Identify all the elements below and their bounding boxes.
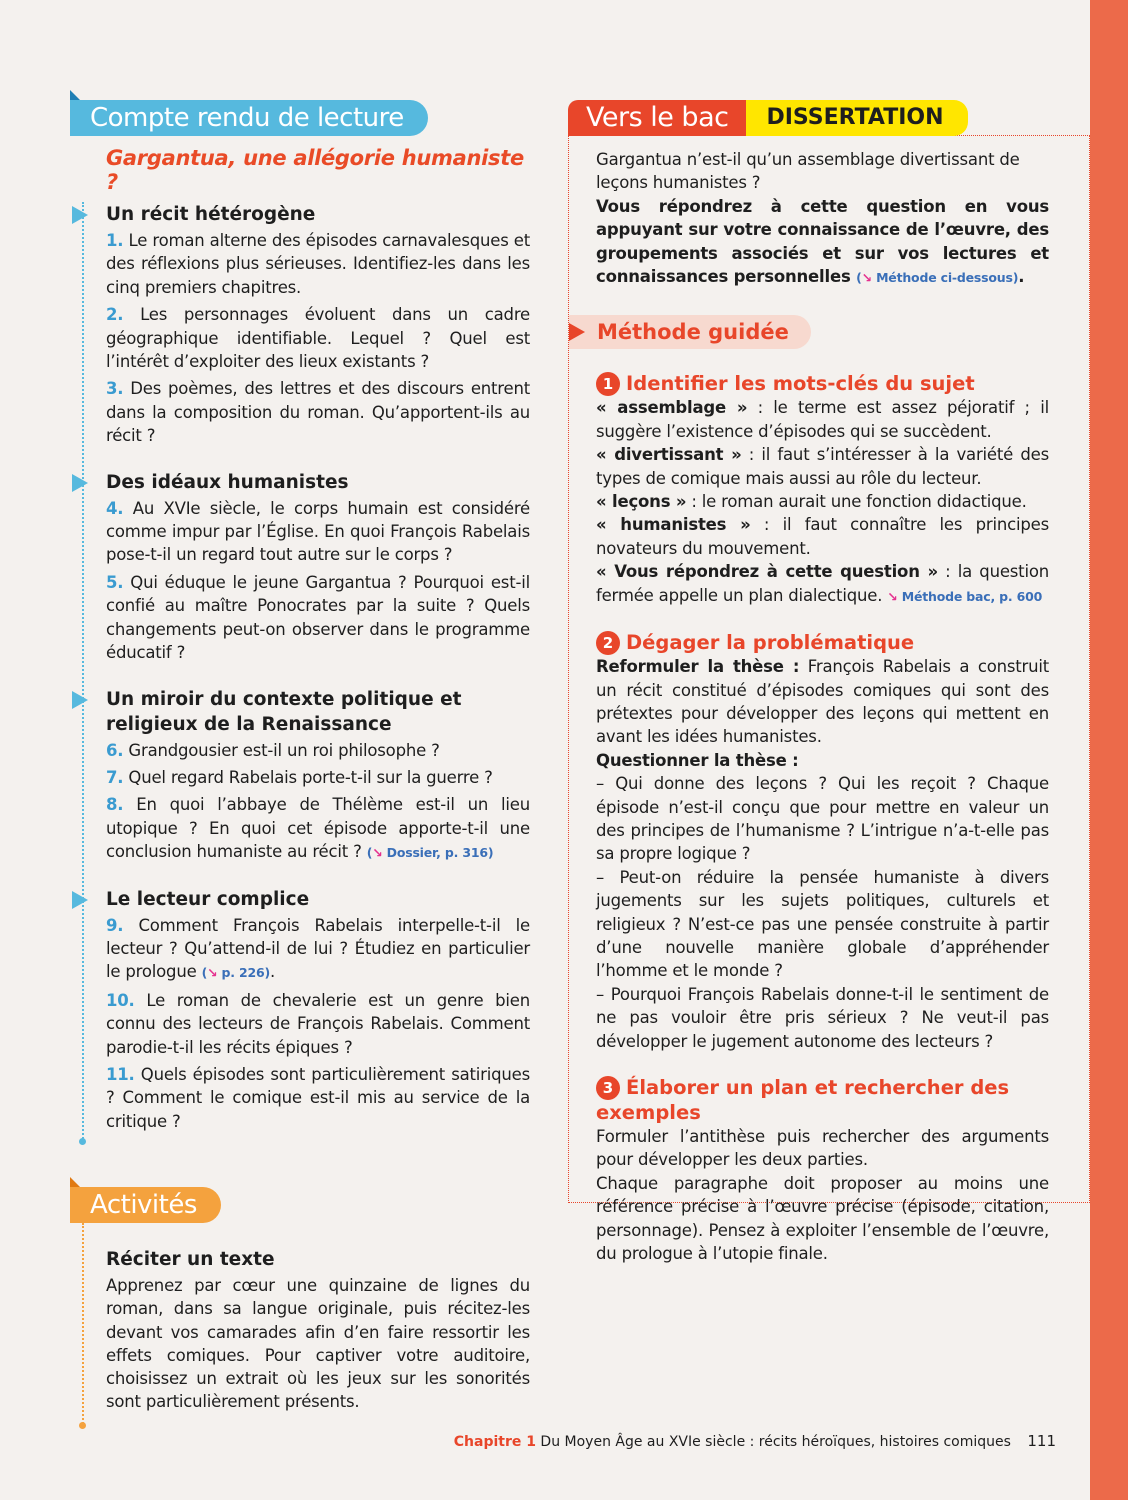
page-number: 111 — [1027, 1432, 1056, 1450]
triangle-bullet-icon — [72, 691, 88, 709]
reformulate-thesis: Reformuler la thèse : François Rabelais a construit un récit constitué d’épisodes comiques qui sont des prétextes pour développer des leçons qui mettent en avant les idées humanistes. — [596, 657, 1050, 747]
cross-reference[interactable]: ↘ Méthode bac, p. 600 — [887, 588, 1043, 604]
activity-text: Apprenez par cœur une quinzaine de lignes du roman, dans sa langue originale, puis récitez-les devant vos camarades afin d’en faire ressortir les effets comiques. Pour captiver votre auditoire, choisissez un extrait où les jeux sur les sonorités sont particulièrement présents. — [106, 1276, 530, 1412]
step-number-badge: 2 — [596, 631, 620, 655]
dotted-line-end — [79, 1422, 86, 1429]
bac-header-type: DISSERTATION — [746, 100, 967, 136]
question-10: 10. Le roman de chevalerie est un genre bien connu des lecteurs de François Rabelais. Comment parodie-t-il les récits épiques ? — [106, 990, 530, 1057]
activity-title: Réciter un texte — [106, 1249, 275, 1271]
dissertation-question: Gargantua n’est-il qu’un assemblage divertissant de leçons humanistes ? — [596, 150, 1020, 193]
arrow-icon: ↘ — [372, 845, 383, 861]
keyword-item: « divertissant » : il faut s’intéresser à la variété des types de comique mais aussi au rôle du lecteur. — [596, 445, 1049, 488]
bac-header-title: Vers le bac — [568, 100, 746, 136]
question-4: 4. Au XVIe siècle, le corps humain est considéré comme impur par l’Église. En quoi François Rabelais pose-t-il un regard tout autre sur le corps ? — [106, 498, 530, 565]
dissertation-instruction: Vous répondrez à cette question en vous appuyant sur votre connaissance de l’œuvre, des groupements associés et sur vos lectures et connaissances personnelles (↘ Méthode ci-dessous). — [596, 196, 1049, 287]
question-9: 9. Comment François Rabelais interpelle-t-il le lecteur ? Qu’attend-il de lui ? Étudiez en particulier le prologue (↘ p. 226). — [106, 915, 530, 982]
triangle-bullet-icon — [569, 323, 585, 341]
question-2: 2. Les personnages évoluent dans un cadre géographique identifiable. Lequel ? Quel est l’intérêt d’exploiter des lieux existants ? — [106, 305, 531, 372]
cross-reference[interactable]: (↘ Dossier, p. 316) — [366, 845, 494, 861]
question-1: 1. Le roman alterne des épisodes carnavalesques et des réflexions plus sérieuses. Identifiez-les dans les cinq premiers chapitres. — [106, 231, 531, 297]
question-7: 7. Quel regard Rabelais porte-t-il sur la guerre ? — [106, 767, 493, 787]
keyword-item: « assemblage » : le terme est assez péjoratif ; il suggère l’existence d’épisodes qui se succèdent. — [596, 398, 1049, 441]
method-header: Méthode guidée — [569, 315, 811, 349]
method-header-wrap — [569, 315, 1049, 349]
reading-report-header-wrap — [70, 100, 530, 136]
footer-chapter-title: Du Moyen Âge au XVIe siècle : récits héroïques, histoires comiques — [540, 1434, 1011, 1450]
activities-body — [82, 1223, 530, 1427]
question-8: 8. En quoi l’abbaye de Thélème est-il un lieu utopique ? En quoi cet épisode apporte-t-il une conclusion humaniste au récit ? (↘ Dossier, p. 316) — [106, 795, 531, 862]
triangle-bullet-icon — [72, 206, 88, 224]
step-number-badge: 3 — [596, 1076, 620, 1100]
thesis-question: – Pourquoi François Rabelais donne-t-il le sentiment de ne pas vouloir être pris sérieux ? Ne veut-il pas développer le jugement autonome des lecteurs ? — [596, 984, 1049, 1051]
step-heading: 3 Élaborer un plan et rechercher des exemples — [596, 1076, 1010, 1124]
keyword-item: « leçons » : le roman aurait une fonction didactique. — [596, 492, 1027, 512]
question-thesis-label: Questionner la thèse : — [596, 750, 799, 770]
question-11: 11. Quels épisodes sont particulièrement satiriques ? Comment le comique est-il mis au service de la critique ? — [106, 1064, 531, 1131]
triangle-bullet-icon — [72, 891, 88, 909]
bac-header — [568, 100, 1090, 136]
keyword-item: « humanistes » : il faut connaître les principes novateurs du mouvement. — [596, 515, 1050, 558]
arrow-icon: ↘ — [887, 588, 898, 604]
bac-box — [568, 135, 1090, 1264]
reading-report-header: Compte rendu de lecture — [70, 100, 428, 136]
thesis-question: – Peut-on réduire la pensée humaniste à divers jugements sur les sujets politiques, culturels et religieux ? N’est-ce pas une pensée construite à partir d’une nouvelle manière globale d’appréhender l’homme et le monde ? — [596, 867, 1049, 981]
activities-header: Activités — [70, 1187, 221, 1223]
step-heading: 1 Identifier les mots-clés du sujet — [596, 371, 1049, 396]
question-3: 3. Des poèmes, des lettres et des discours entrent dans la composition du roman. Qu’apportent-ils au récit ? — [106, 379, 530, 446]
activities-header-wrap — [70, 1187, 530, 1223]
section-heading: Un récit hétérogène — [106, 202, 530, 227]
footer-chapter: Chapitre 1 — [453, 1434, 536, 1450]
section-heading: Le lecteur complice — [106, 887, 530, 912]
keyword-item: « Vous répondrez à cette question » : la question fermée appelle un plan dialectique. ↘ Méthode bac, p. 600 — [596, 562, 1049, 605]
section-heading: Un miroir du contexte politique et religieux de la Renaissance — [106, 687, 530, 737]
reading-report-body — [82, 202, 530, 1143]
step-number-badge: 1 — [596, 372, 620, 396]
question-5: 5. Qui éduque le jeune Gargantua ? Pourquoi est-il confié au maître Ponocrates par la suite ? Quels changements peut-on observer dans le programme éducatif ? — [106, 572, 530, 663]
question-6: 6. Grandgousier est-il un roi philosophe ? — [106, 740, 440, 760]
triangle-bullet-icon — [72, 474, 88, 492]
arrow-icon: ↘ — [207, 965, 218, 981]
page-footer — [454, 1432, 1056, 1450]
step-heading: 2 Dégager la problématique — [596, 630, 1049, 655]
bac-column — [568, 100, 1090, 1264]
cross-reference[interactable]: (↘ Méthode ci-dessous) — [856, 270, 1019, 286]
section-heading: Des idéaux humanistes — [106, 470, 530, 495]
cross-reference[interactable]: (↘ p. 226) — [201, 965, 271, 981]
reading-report-subtitle: Gargantua, une allégorie humaniste ? — [106, 146, 524, 194]
reading-report-column — [70, 100, 530, 1427]
thesis-question: – Qui donne des leçons ? Qui les reçoit ? Chaque épisode n’est-il conçu que pour mettre en valeur un des principes de l’humanisme ? L’intrigue n’a-t-elle pas sa propre logique ? — [596, 774, 1049, 864]
plan-instruction: Formuler l’antithèse puis rechercher des arguments pour développer les deux parties. — [596, 1127, 1049, 1170]
plan-instruction: Chaque paragraphe doit proposer au moins une référence précise à l’œuvre précise (épisode, citation, personnage). Pensez à exploiter l’ensemble de l’œuvre, du prologue à l’utopie finale. — [596, 1173, 1049, 1264]
arrow-icon: ↘ — [861, 270, 872, 286]
page-edge-band — [1090, 0, 1128, 1500]
